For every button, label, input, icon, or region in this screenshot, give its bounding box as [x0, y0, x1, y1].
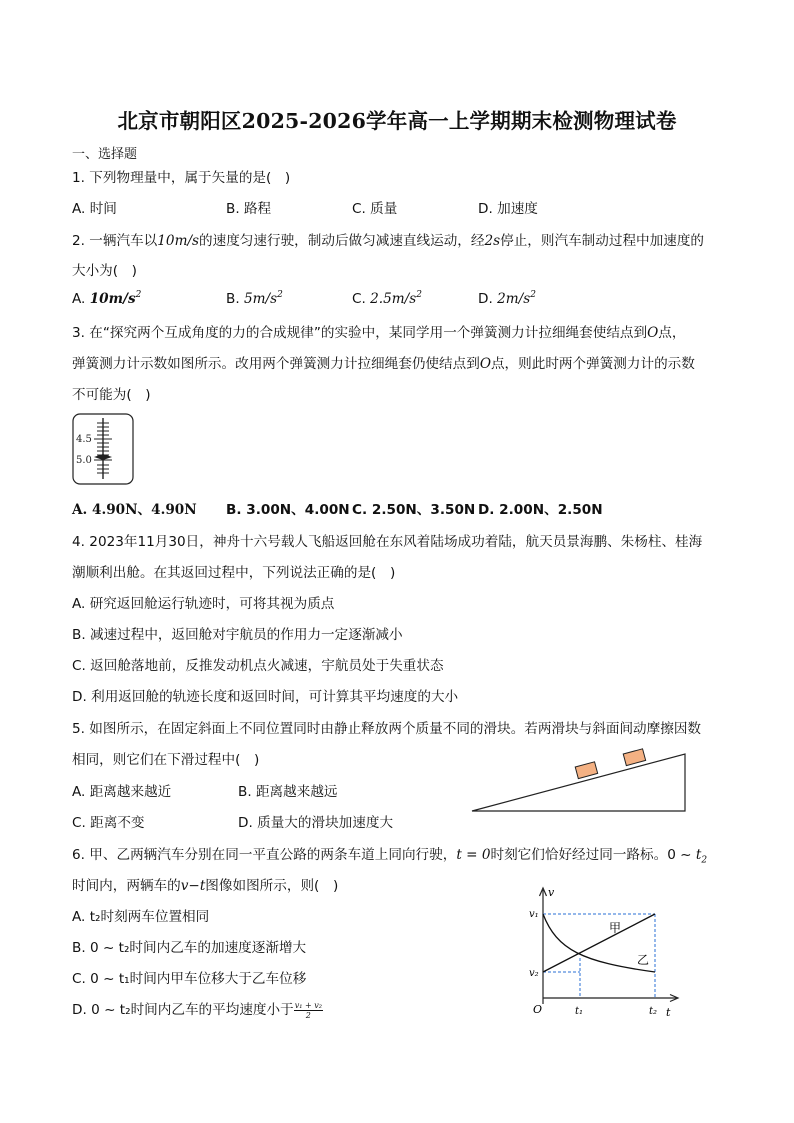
- option-d: D. 加速度: [478, 201, 538, 217]
- block-lower: [575, 762, 597, 779]
- t1-label: t₁: [575, 1006, 584, 1017]
- option-d: D. 2.00N、2.50N: [478, 502, 603, 518]
- question-3-line-2: 弹簧测力计示数如图所示。改用两个弹簧测力计拉细绳套仍使结点到O点，则此时两个弹簧测力计的示数: [72, 356, 695, 372]
- average-velocity-fraction: $\frac{\text{v₁ + v₂}}{2}$: [294, 1000, 322, 1020]
- question-3-line-1: 3. 在“探究两个互成角度的力的合成规律”的实验中，某同学用一个弹簧测力计拉细绳套使结点到O点，: [72, 325, 686, 341]
- t2-label: t₂: [649, 1006, 658, 1017]
- y-axis-label: v: [548, 886, 555, 899]
- question-6-line-1: 6. 甲、乙两辆汽车分别在同一平直公路的两条车道上同向行驶，t = 0时刻它们恰好经过同一路标。0 ~ $t_2$: [72, 847, 708, 866]
- question-2-stem: 2. 一辆汽车以10m/s的速度匀速行驶，制动后做匀减速直线运动，经2s停止，则汽车制动过程中加速度的: [72, 233, 705, 249]
- option-c: C. 距离不变: [72, 815, 145, 831]
- vt-graph: [527, 884, 687, 1020]
- v2-label: v₂: [529, 968, 539, 979]
- question-1-stem: 1. 下列物理量中，属于矢量的是( ): [72, 170, 291, 186]
- option-a: A. $10m/s^2$: [72, 290, 142, 307]
- question-2-stem-cont: 大小为( ): [72, 263, 137, 279]
- incline-slope: [472, 754, 685, 811]
- incline-figure: [470, 748, 692, 816]
- option-b: B. 距离越来越远: [238, 784, 338, 800]
- option-c: C. 返回舱落地前，反推发动机点火减速，宇航员处于失重状态: [72, 658, 444, 674]
- v1-label: v₁: [529, 909, 539, 920]
- option-d: D. $2m/s^2$: [478, 290, 536, 307]
- jia-label: 甲: [609, 921, 622, 935]
- option-a: A. 4.90N、4.90N: [72, 502, 197, 518]
- question-3-line-3: 不可能为( ): [72, 387, 151, 403]
- option-a: A. 时间: [72, 201, 117, 217]
- option-d: D. 0 ~ t₂时间内乙车的平均速度小于 $\frac{\text{v₁ + v₂}}{2}$: [72, 1000, 322, 1020]
- option-d: D. 利用返回舱的轨迹长度和返回时间，可计算其平均速度的大小: [72, 689, 459, 705]
- question-5-line-1: 5. 如图所示，在固定斜面上不同位置同时由静止释放两个质量不同的滑块。若两滑块与斜面间动摩擦因数: [72, 721, 702, 737]
- option-a: A. t₂时刻两车位置相同: [72, 909, 210, 925]
- scale-label-bottom: 5.0: [76, 455, 92, 466]
- option-c: C. 质量: [352, 201, 398, 217]
- spring-scale-figure: [72, 413, 134, 485]
- block-upper: [623, 749, 645, 766]
- question-4-line-2: 潮顺利出舱。在其返回过程中，下列说法正确的是( ): [72, 565, 396, 581]
- time-value: 2s: [484, 233, 501, 249]
- option-c: C. 0 ~ t₁时间内甲车位移大于乙车位移: [72, 971, 307, 987]
- question-5-line-2: 相同，则它们在下滑过程中( ): [72, 752, 260, 768]
- origin-label: O: [533, 1003, 543, 1016]
- page-title: 北京市朝阳区2025-2026学年高一上学期期末检测物理试卷: [117, 109, 677, 133]
- option-c: C. $2.5m/s^2$: [352, 290, 422, 307]
- yi-label: 乙: [637, 953, 650, 967]
- question-4-line-1: 4. 2023年11月30日，神舟十六号载人飞船返回舱在东风着陆场成功着陆，航天员景海鹏、朱杨柱、桂海: [72, 534, 703, 550]
- option-b: B. 减速过程中，返回舱对宇航员的作用力一定逐渐减小: [72, 627, 403, 643]
- option-b: B. 0 ~ t₂时间内乙车的加速度逐渐增大: [72, 940, 307, 956]
- x-axis-label: t: [666, 1006, 671, 1019]
- option-b: B. $5m/s^2$: [226, 290, 283, 307]
- scale-label-top: 4.5: [76, 434, 92, 445]
- option-b: B. 3.00N、4.00N: [226, 502, 350, 518]
- option-c: C. 2.50N、3.50N: [352, 502, 476, 518]
- option-d: D. 质量大的滑块加速度大: [238, 815, 394, 831]
- option-a: A. 距离越来越近: [72, 784, 172, 800]
- question-6-line-2: 时间内，两辆车的v−t图像如图所示，则( ): [72, 878, 339, 894]
- speed-value: 10m/s: [157, 233, 200, 249]
- section-heading: 一、选择题: [72, 147, 138, 162]
- option-b: B. 路程: [226, 201, 272, 217]
- option-a: A. 研究返回舱运行轨迹时，可将其视为质点: [72, 596, 335, 612]
